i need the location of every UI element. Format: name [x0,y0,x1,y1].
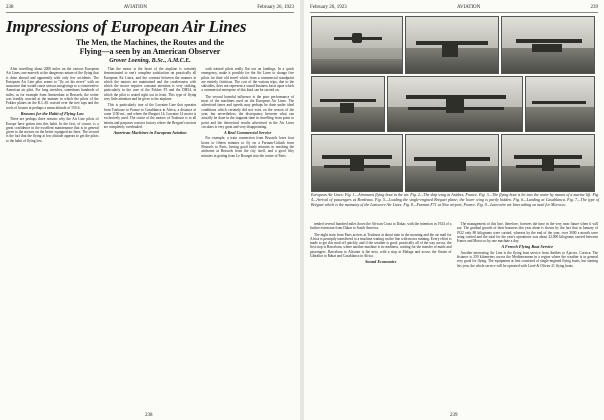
left-running-header [6,5,294,13]
photo-passengers-arrival [311,76,385,132]
right-header-page-number: 239 [590,5,598,10]
paragraph: After travelling about 2000 miles on the various European Air Lines, one marvels at the dangerous nature of the flying that is done abroad and apparently with only few accidents. The European Air Line pilot seems to "fly on his nerve" with an assurance that would cause serious misgivings to a conservative American air pilot. For long stretches, sometimes hundreds of miles, as for example from Amsterdam to Brussels, the writer was frankly worried at the manner in which the pilots of the Fokker planes on the K.L.M. cruised over the tree tops and the roofs of houses at perhaps a mean altitude of 150 ft. [6,67,99,110]
right-body-columns [310,222,598,420]
left-page [0,0,300,420]
section-heading: Sound Economics [365,259,397,265]
paragraph: The night train from Paris arrives at Toulouse at about nine in the morning and the air mail for Africa is promptly transferred to a machine waiting on the line with motor running. Every effort is made to get this mail off quickly, and if the weather is good, practically all of the way across, the first stop is Barcelona, where another machine is in readiness, waiting for the transfer of mails and passengers. Barcelona to Alicante is the next, with a stop at Malaga and across the Straits of Gibraltar to Rabat and Casablanca in Africa. [310,232,452,259]
paragraph: There are perhaps three reasons why the Air Line pilots of Europe have gotten into this habit. In the first, of course, is a great confidence in the excellent maintenance that is in general given to the motors on the better equipped air lines. The second is the fact that the flying at low altitude appears to get the pilots to the habit of flying low. [6,117,99,143]
photo-farman-nice [405,134,499,192]
left-column-1 [6,67,99,160]
right-column-1 [310,222,452,420]
paragraph: The second harmful influence is the poor performance of most of the machines used on the European Air Lines. The advertised times and speeds may perhaps be done under ideal conditions which certainly did not exist on the season of the year, but nevertheless, the discrepancy between what can actually be done in the stagnant time in travelling from point to point and the theoretical results advertised in the Air Lines circulars is very great and very disappointing. [201,94,295,129]
section-heading: A French Flying Boat Service [501,244,554,250]
section-heading: Reasons for the Habit of Flying Low [20,110,84,116]
photo-breguet-type [311,134,403,192]
left-folio: 238 [145,413,153,418]
paragraph: That the motor is the heart of the airplane is certainly demonstrated to one's complete satisfaction on practically all European Air Lines, and the contrast between the manner in which the motors are maintained and the carelessness with which the motor requires constant attention is very striking, particularly in the case of the Fokker F3 and the DH34, in which the pilot is seated right out in front. This type of flying very little attention and he gives to the airplane. [103,67,197,102]
right-folio: 239 [450,413,458,418]
photo-ship-wing-antibes [405,16,499,74]
left-body-columns [6,67,294,160]
section-heading: American Machines in European Aviation [113,130,187,136]
left-column-2 [104,67,197,160]
photo-flying-boat-in-air [311,16,403,74]
left-header-date: February 26, 1923 [257,5,294,10]
paragraph: The management of this line, therefore, foresees the time in the very near future when it will pay. The gradual growth of their business this year alone is shown by the fact that in January of 1922 only 80 kilograms were carried, whereas by the end of the year, over 3000 a month were being carried and the total for the year's operations was about 22,000 kilograms carried between France and Morocco by one machine a day. [456,222,598,244]
paragraph: This is particularly true of the Lorraine Line that operates from Toulouse to France to Casablanca in Africa, a distance of some 1150 mi., and where the Breguet 14, Lorraine 14 motor is exclusively used. The cruise of the motors of Toulouse is to all intents and purposes a motor factory where the Breguet's motors are completely overhauled. [103,103,197,129]
subtitle-line-2: Flying—a seen by an American Observer [79,47,221,56]
article-title: Impressions of European Air Lines [6,17,247,36]
article-byline: Grover Loening, B.Sc., A.M.C.E. [109,58,191,64]
right-column-2 [457,222,599,420]
right-header-date: February 26, 1923 [310,5,347,10]
right-header-magazine: AVIATION [457,5,481,10]
photo-latecoere-mail [501,134,595,192]
left-column-3 [201,67,294,160]
photo-landing-casablanca [525,76,595,132]
photo-caption: European Air Lines: Fig. 1—Airomarts flying boat in the air. Fig. 2—The ship wing at Antibes, France. Fig. 3—The flying boat is let into the water by means of a marine lift. Fig. 4—Arrival of passengers at Bordeaux. Fig. 5—Loading the single-engined Breguet plane; the lower wing is partly hidden. Fig. 6—Landing at Casablanca. Fig. 7—The type of Bréguet which is the mainstay of the Lattocore Air Lines. Fig. 8—Farman F71 at Nice airport, France. Fig. 9—Latecoère air liner taking on mail for Morocco. [311,192,599,207]
paragraph: For example, a train connection from Brussels loses four hours to fifteen minutes to fly on a Farman-Goliath from Brussels to Paris, having good fairly minutes in reaching the airdrome at Brussels from the city itself, and a good fifty minutes in getting from Le Bourget into the center of Paris. [201,136,295,158]
right-running-header [310,5,598,13]
photo-marine-lift [501,16,595,74]
left-header-page-number: 238 [6,5,14,10]
paragraph: Another interesting Air Line is the flying boat service from Antibes to Ajaccio, Corsica. The distance is 250 kilometers across the Mediterranean in a region where the weather is in general very good for flying. The equipment at first consisted of single-engined flying boats, but starting this year, the whole service will be operated with Lioré & Olivier 21 flying boats. [456,250,598,268]
photo-loading-breguet [387,76,523,132]
left-header-magazine: AVIATION [123,5,147,10]
article-subtitle [6,38,294,56]
section-heading: A Real Commercial Service [224,130,272,136]
subtitle-line-1: The Men, the Machines, the Routes and the [75,38,225,47]
paragraph: with trained pilots really flat out on landings. In a quick emergency, make it possible for the Air Lines to change five pilots for their old travel which from a commercial standpoint are entirely fictitious. The cost of the various trips, due to the subsidies, does not represent a sound business basis upon which a commercial enterprise of this kind can be carried on. [201,67,295,93]
paragraph: tended several hundred miles down the African Coast to Dakar, with the intention in 1924 of a further extension from Dakar to South America. [310,222,452,231]
